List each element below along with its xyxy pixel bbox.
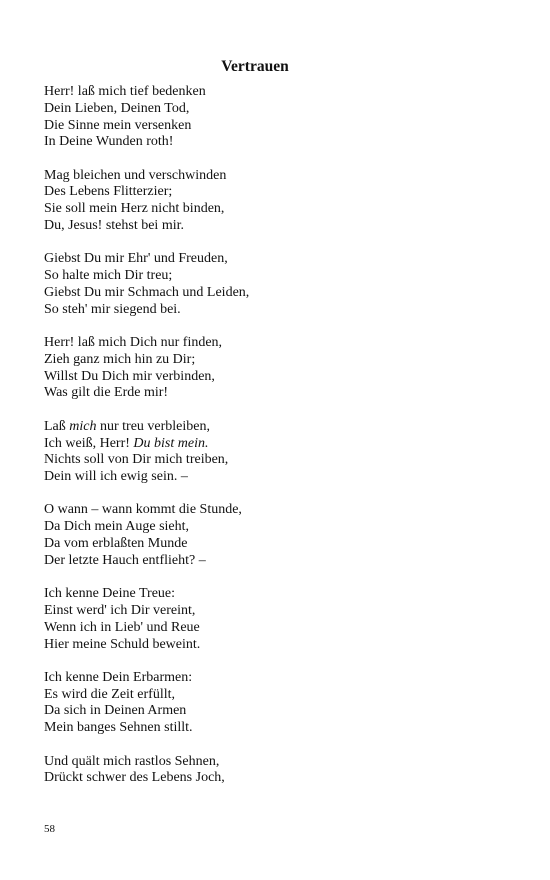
poem-line: Einst werd' ich Dir vereint, — [44, 602, 196, 618]
stanza — [44, 84, 514, 151]
poem-line: Herr! laß mich tief bedenken — [44, 84, 206, 99]
poem-line: Dein Lieben, Deinen Tod, — [44, 100, 190, 116]
poem-line: Zieh ganz mich hin zu Dir; — [44, 351, 196, 367]
stanza — [44, 419, 514, 486]
stanza — [44, 586, 514, 653]
poem-line: Da Dich mein Auge sieht, — [44, 519, 190, 535]
poem-line: O wann – wann kommt die Stunde, — [44, 502, 242, 518]
poem-line: Die Sinne mein versenken — [44, 117, 192, 133]
poem-line: Des Lebens Flitterzier; — [44, 184, 173, 200]
poem-line: Giebst Du mir Schmach und Leiden, — [44, 284, 250, 300]
poem-line: Mag bleichen und verschwinden — [44, 167, 227, 183]
poem-line: Hier meine Schuld beweint. — [44, 636, 201, 652]
poem-line: Ich kenne Deine Treue: — [44, 586, 176, 602]
poem-line: In Deine Wunden roth! — [44, 134, 174, 150]
poem-line: So halte mich Dir treu; — [44, 268, 173, 284]
stanza — [44, 168, 514, 235]
poem-line: Es wird die Zeit erfüllt, — [44, 686, 176, 702]
poem-line: Drückt schwer des Lebens Joch, — [44, 770, 225, 786]
poem-line: Ich weiß, Herr! Du bist mein. — [44, 435, 209, 451]
poem-line: Da sich in Deinen Armen — [44, 703, 187, 719]
poem-body — [44, 84, 514, 804]
poem-line: Ich kenne Dein Erbarmen: — [44, 669, 193, 685]
poem-line: Da vom erblaßten Munde — [44, 536, 188, 552]
poem-line: Der letzte Hauch entflieht? – — [44, 552, 206, 568]
poem-line: So steh' mir siegend bei. — [44, 301, 181, 317]
stanza — [44, 251, 514, 318]
poem-line: Wenn ich in Lieb' und Reue — [44, 619, 200, 635]
poem-title: Vertrauen — [221, 58, 289, 75]
emphasized-text: Du bist mein. — [133, 435, 209, 451]
emphasized-text: mich — [69, 418, 97, 434]
poem-line: Willst Du Dich mir verbinden, — [44, 368, 215, 384]
stanza — [44, 335, 514, 402]
stanza — [44, 754, 514, 788]
stanza — [44, 502, 514, 569]
poem-line: Giebst Du mir Ehr' und Freuden, — [44, 251, 228, 267]
stanza — [44, 670, 514, 737]
poem-line: Was gilt die Erde mir! — [44, 385, 169, 401]
page-number: 58 — [44, 823, 55, 835]
poem-line: Sie soll mein Herz nicht binden, — [44, 201, 225, 217]
poem-line: Nichts soll von Dir mich treiben, — [44, 452, 229, 468]
poem-line: Mein banges Sehnen stillt. — [44, 720, 193, 736]
poem-line: Herr! laß mich Dich nur finden, — [44, 335, 223, 351]
poem-line: Du, Jesus! stehst bei mir. — [44, 218, 184, 234]
poem-line: Dein will ich ewig sein. – — [44, 469, 188, 485]
poem-line: Laß mich nur treu verbleiben, — [44, 418, 210, 434]
poem-line: Und quält mich rastlos Sehnen, — [44, 753, 220, 769]
